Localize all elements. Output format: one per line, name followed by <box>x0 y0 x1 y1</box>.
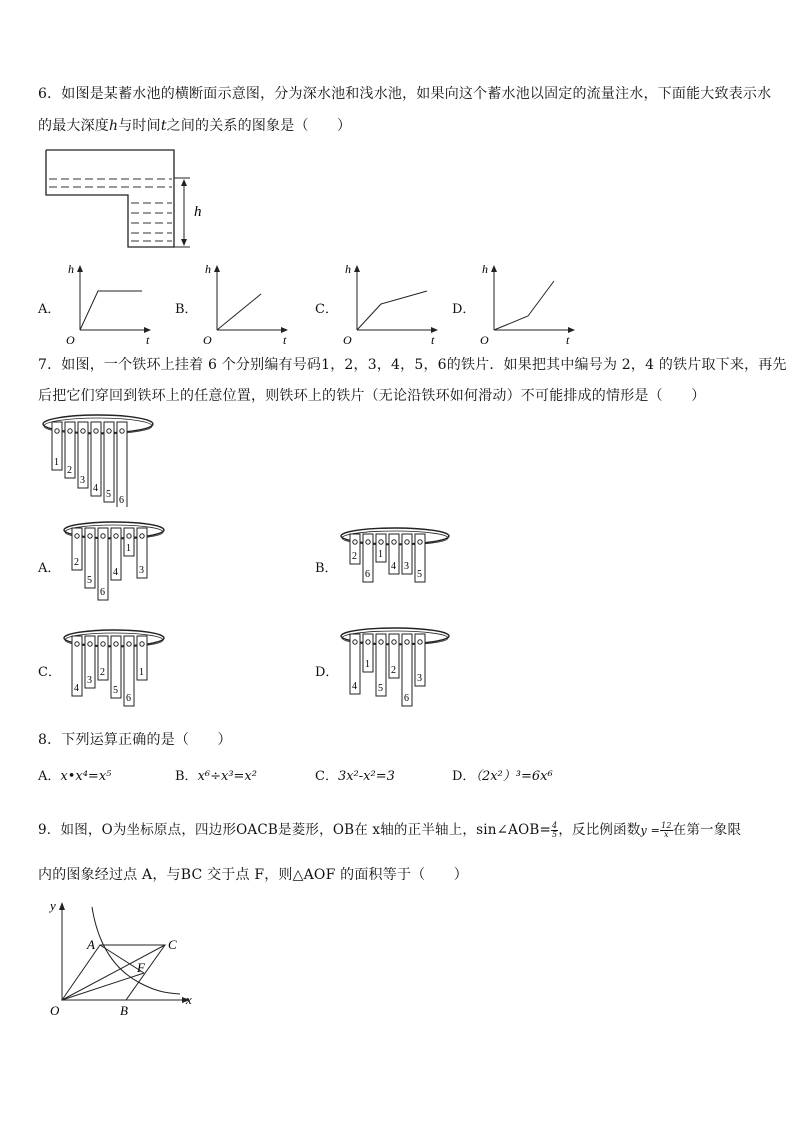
ring-tag <box>111 636 121 698</box>
ring-tag <box>72 636 82 696</box>
svg-text:t: t <box>566 333 570 347</box>
q7-option-b-label: B． <box>315 561 338 576</box>
q8-option-b: B．x⁶÷x³=x² <box>175 769 257 784</box>
ring-tag <box>137 636 147 680</box>
ring-tag <box>91 422 101 496</box>
ring-tag-number: 6 <box>100 587 105 598</box>
q7-option-a-label: A． <box>38 561 61 576</box>
ring-tag-number: 3 <box>139 565 144 576</box>
ring-tag-number: 3 <box>87 675 92 686</box>
ring-tag <box>65 422 75 478</box>
ring-tag <box>124 636 134 706</box>
ring-tag <box>363 634 373 672</box>
q6-var-h: h <box>109 118 119 134</box>
svg-text:C: C <box>168 937 177 952</box>
ring-tag-number: 2 <box>100 667 105 678</box>
q9-func-fraction: $\frac{12}{x}$ <box>661 821 672 839</box>
q7-option-d-label: D． <box>315 665 339 680</box>
q8-stem: 8．下列运算正确的是（ ） <box>38 732 232 748</box>
q6-option-a-label: A． <box>38 302 61 317</box>
svg-text:O: O <box>343 333 352 347</box>
q6-option-d-label: D． <box>452 302 476 317</box>
q8-option-c: C．3x²-x²=3 <box>315 769 395 784</box>
ring-tag-number: 4 <box>93 483 98 494</box>
ring-tag <box>350 634 360 694</box>
ring-tag-number: 4 <box>352 681 357 692</box>
svg-text:x: x <box>186 992 192 1007</box>
ring-tag-number: 2 <box>74 557 79 568</box>
ring-tag-number: 1 <box>126 543 131 554</box>
svg-text:O: O <box>203 333 212 347</box>
q9-rhombus-figure <box>40 895 200 1020</box>
ring-tag <box>415 634 425 686</box>
q7-line2: 后把它们穿回到铁环上的任意位置，则铁环上的铁片（无论沿铁环如何滑动）不可能排成的情形是（ ） <box>38 388 706 404</box>
ring-tag <box>350 534 360 564</box>
svg-text:O: O <box>50 1003 60 1018</box>
ring-tag-number: 2 <box>391 665 396 676</box>
ring-tag-number: 6 <box>404 693 409 704</box>
ring-tag-number: 6 <box>119 495 124 506</box>
svg-text:F: F <box>137 960 145 975</box>
ring-tag <box>98 636 108 680</box>
q6-option-b-label: B． <box>175 302 198 317</box>
q6-line2-b: 与时间 <box>118 118 161 134</box>
q8-option-d: D．（2x²）³=6x⁶ <box>452 769 553 784</box>
ring-tag <box>402 634 412 706</box>
q7-ring-c <box>60 626 175 711</box>
svg-text:O: O <box>66 333 75 347</box>
q7-line1: 7．如图，一个铁环上挂着 6 个分别编有号码1，2，3，4，5，6的铁片．如果把其中编号为 2，4 的铁片取下来，再先 <box>38 357 787 373</box>
svg-text:A: A <box>87 937 95 952</box>
svg-text:B: B <box>120 1003 128 1018</box>
q6-option-c-label: C． <box>315 302 338 317</box>
ring-tag <box>52 422 62 470</box>
ring-tag-number: 3 <box>80 475 85 486</box>
ring-tag-number: 6 <box>365 569 370 580</box>
q6-graph-a <box>58 258 158 348</box>
ring-tag-number: 4 <box>391 561 396 572</box>
svg-text:h: h <box>68 262 74 276</box>
q6-graph-d <box>472 258 582 348</box>
q7-ring-b <box>338 524 458 604</box>
ring-tag <box>124 528 134 556</box>
ring-tag-number: 3 <box>417 673 422 684</box>
ring-tag-number: 1 <box>365 659 370 670</box>
ring-tag-number: 5 <box>113 685 118 696</box>
ring-tag <box>376 534 386 562</box>
ring-tag-number: 5 <box>378 683 383 694</box>
ring-tag-number: 5 <box>106 489 111 500</box>
ring-tag <box>137 528 147 578</box>
q7-main-ring-figure <box>40 412 160 507</box>
q8-option-a: A．x•x⁴=x⁵ <box>38 769 112 784</box>
svg-text:O: O <box>480 333 489 347</box>
ring-tag <box>415 534 425 582</box>
ring-tag-number: 2 <box>67 465 72 476</box>
q6-line1: 6．如图是某蓄水池的横断面示意图，分为深水池和浅水池，如果向这个蓄水池以固定的流量注水，下面能大致表示水 <box>38 86 772 102</box>
ring-tag <box>98 528 108 600</box>
ring-tag-number: 5 <box>87 575 92 586</box>
svg-text:t: t <box>146 333 150 347</box>
ring-tag <box>402 534 412 574</box>
ring-tag-number: 1 <box>139 667 144 678</box>
ring-tag <box>363 534 373 582</box>
ring-tag <box>389 634 399 678</box>
q6-var-t: t <box>160 118 167 134</box>
ring-tag-number: 6 <box>126 693 131 704</box>
ring-tag-number: 2 <box>352 551 357 562</box>
ring-tag-number: 1 <box>378 549 383 560</box>
svg-text:y: y <box>50 898 56 913</box>
ring-tag <box>117 422 127 507</box>
ring-tag-number: 4 <box>113 567 118 578</box>
q7-ring-a <box>60 518 175 608</box>
q9-line2: 内的图象经过点 A，与BC 交于点 F，则△AOF 的面积等于（ ） <box>38 867 468 883</box>
q6-pool-figure <box>40 145 220 255</box>
ring-tag <box>104 422 114 502</box>
ring-tag <box>111 528 121 580</box>
q7-ring-d <box>338 624 458 714</box>
ring-tag-number: 5 <box>417 569 422 580</box>
q6-figure-h-label: h <box>194 204 202 220</box>
svg-text:h: h <box>345 262 351 276</box>
ring-tag <box>78 422 88 488</box>
ring-tag <box>85 528 95 588</box>
q6-line2 <box>38 115 351 135</box>
ring-tag <box>389 534 399 574</box>
svg-text:h: h <box>205 262 211 276</box>
svg-text:t: t <box>431 333 435 347</box>
q7-option-c-label: C． <box>38 665 61 680</box>
ring-tag-number: 4 <box>74 683 79 694</box>
ring-tag <box>72 528 82 570</box>
q6-line2-c: 之间的关系的图象是（ ） <box>166 118 352 134</box>
svg-text:h: h <box>482 262 488 276</box>
ring-tag <box>376 634 386 696</box>
q6-graph-c <box>335 258 445 348</box>
q6-line2-a: 的最大深度 <box>38 118 109 134</box>
svg-text:t: t <box>283 333 287 347</box>
ring-tag <box>85 636 95 688</box>
ring-tag-number: 3 <box>404 561 409 572</box>
ring-tag-number: 1 <box>54 457 59 468</box>
q6-graph-b <box>195 258 295 348</box>
q9-sin-fraction: $\frac{4}{5}$ <box>552 821 558 839</box>
q9-line1: 9．如图，O为坐标原点，四边形OACB是菱形，OB在 x轴的正半轴上，sin∠AOB= $\frac{4}{5}$ ，反比例函数y = $\frac{12}{x}$ 在第一象限 <box>38 821 742 839</box>
